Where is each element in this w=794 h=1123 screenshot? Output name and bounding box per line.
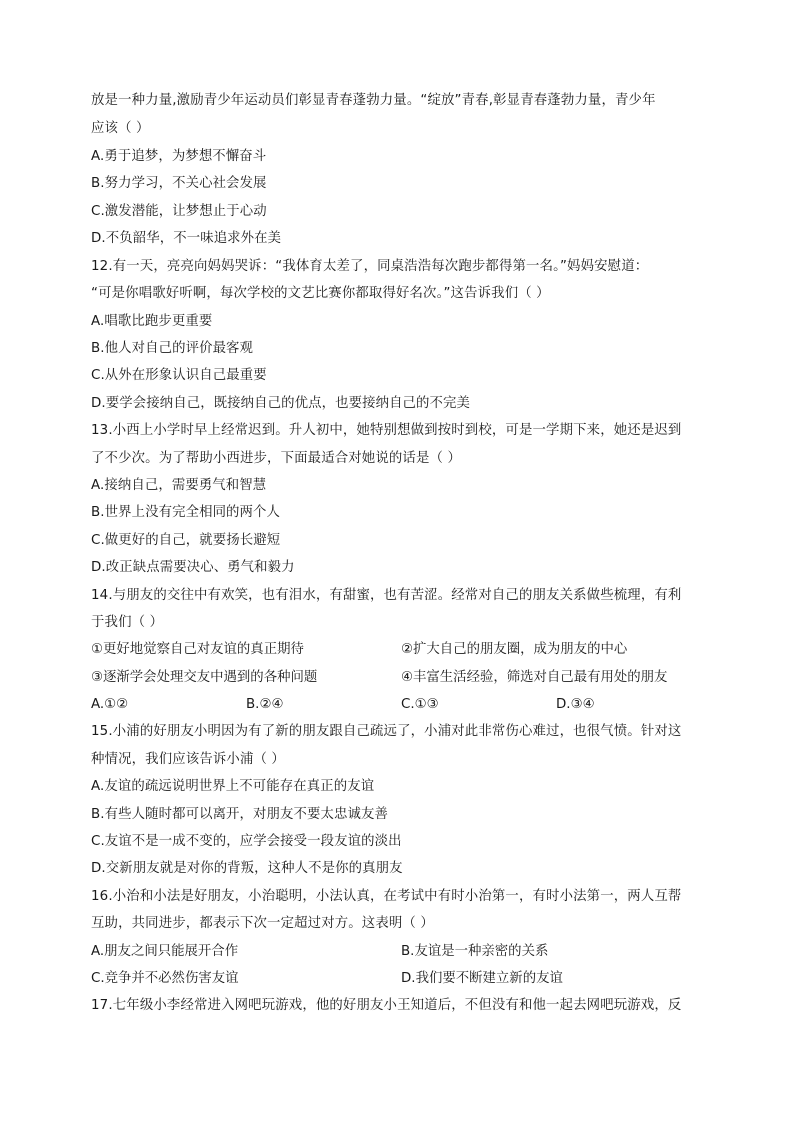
q14-option-b: B.②④ xyxy=(246,697,284,712)
q13-option-d: D.改正缺点需要决心、勇气和毅力 xyxy=(91,560,295,575)
q12-option-c: C.从外在形象认识自己最重要 xyxy=(91,368,267,383)
q13-stem-line1: 13.小西上小学时早上经常迟到。升人初中，她特别想做到按时到校，可是一学期下来，她还是迟到 xyxy=(91,423,682,438)
q14-options-row xyxy=(91,695,711,715)
q14-stem-line2: 于我们（ ） xyxy=(91,615,164,630)
q15-stem-line2: 种情况，我们应该告诉小浦（ ） xyxy=(91,752,285,767)
q13-stem-line2: 了不少次。为了帮助小西进步，下面最适合对她说的话是（ ） xyxy=(91,451,462,466)
q11-option-d: D.不负韶华，不一味追求外在美 xyxy=(91,231,282,246)
q16-options-row1 xyxy=(91,942,711,962)
q14-item-3: ③逐渐学会处理交友中遇到的各种问题 xyxy=(91,670,318,685)
q16-option-b: B.友谊是一种亲密的关系 xyxy=(401,944,549,959)
q16-stem-line1: 16.小治和小法是好朋友，小治聪明，小法认真，在考试中有时小治第一，有时小法第一，两人互帮 xyxy=(91,889,682,904)
q16-option-a: A.朋友之间只能展开合作 xyxy=(91,944,239,959)
q13-option-a: A.接纳自己，需要勇气和智慧 xyxy=(91,478,267,493)
q16-stem-line2: 互助，共同进步，都表示下次一定超过对方。这表明（ ） xyxy=(91,916,434,931)
q11-option-b: B.努力学习，不关心社会发展 xyxy=(91,176,267,191)
q11-option-a: A.勇于追梦，为梦想不懈奋斗 xyxy=(91,149,267,164)
q15-option-c: C.友谊不是一成不变的，应学会接受一段友谊的淡出 xyxy=(91,834,402,849)
q14-item-4: ④丰富生活经验，筛选对自己最有用处的朋友 xyxy=(401,670,668,685)
q15-option-d: D.交新朋友就是对你的背叛，这种人不是你的真朋友 xyxy=(91,861,403,876)
q14-option-d: D.③④ xyxy=(556,697,595,712)
q14-items-row2 xyxy=(91,668,711,688)
q14-items-row1 xyxy=(91,640,711,660)
q15-option-b: B.有些人随时都可以离开，对朋友不要太忠诚友善 xyxy=(91,807,388,822)
q14-option-c: C.①③ xyxy=(401,697,439,712)
q17-stem-line1: 17.七年级小李经常进入网吧玩游戏，他的好朋友小王知道后，不但没有和他一起去网吧玩游戏，反 xyxy=(91,998,682,1013)
q11-option-c: C.激发潜能，让梦想止于心动 xyxy=(91,204,267,219)
q13-option-c: C.做更好的自己，就要扬长避短 xyxy=(91,533,281,548)
q13-option-b: B.世界上没有完全相同的两个人 xyxy=(91,505,281,520)
q12-option-d: D.要学会接纳自己，既接纳自己的优点，也要接纳自己的不完美 xyxy=(91,396,471,411)
q15-stem-line1: 15.小浦的好朋友小明因为有了新的朋友跟自己疏远了，小浦对此非常伤心难过，也很气愤。针对这 xyxy=(91,724,682,739)
q16-option-d: D.我们要不断建立新的友谊 xyxy=(401,971,563,986)
q11-stem-line1: 放是一种力量,激励青少年运动员们彰显青春蓬勃力量。“绽放”青春,彰显青春蓬勃力量，青少年 xyxy=(91,93,656,108)
q14-item-2: ②扩大自己的朋友圈，成为朋友的中心 xyxy=(401,642,628,657)
q12-stem-line2: “可是你唱歌好听啊，每次学校的文艺比赛你都取得好名次。”这告诉我们（ ） xyxy=(91,286,550,301)
q16-options-row2 xyxy=(91,969,711,989)
q12-option-a: A.唱歌比跑步更重要 xyxy=(91,314,213,329)
q12-option-b: B.他人对自己的评价最客观 xyxy=(91,341,254,356)
q14-stem-line1: 14.与朋友的交往中有欢笑，也有泪水，有甜蜜，也有苦涩。经常对自己的朋友关系做些梳理，有利 xyxy=(91,588,682,603)
q14-option-a: A.①② xyxy=(91,697,129,712)
q15-option-a: A.友谊的疏远说明世界上不可能存在真正的友谊 xyxy=(91,779,375,794)
q16-option-c: C.竞争并不必然伤害友谊 xyxy=(91,971,239,986)
q12-stem-line1: 12.有一天，亮亮向妈妈哭诉：“我体育太差了，同桌浩浩每次跑步都得第一名。”妈妈安慰道： xyxy=(91,259,649,274)
q11-stem-line2: 应该（ ） xyxy=(91,121,150,136)
q14-item-1: ①更好地觉察自己对友谊的真正期待 xyxy=(91,642,304,657)
